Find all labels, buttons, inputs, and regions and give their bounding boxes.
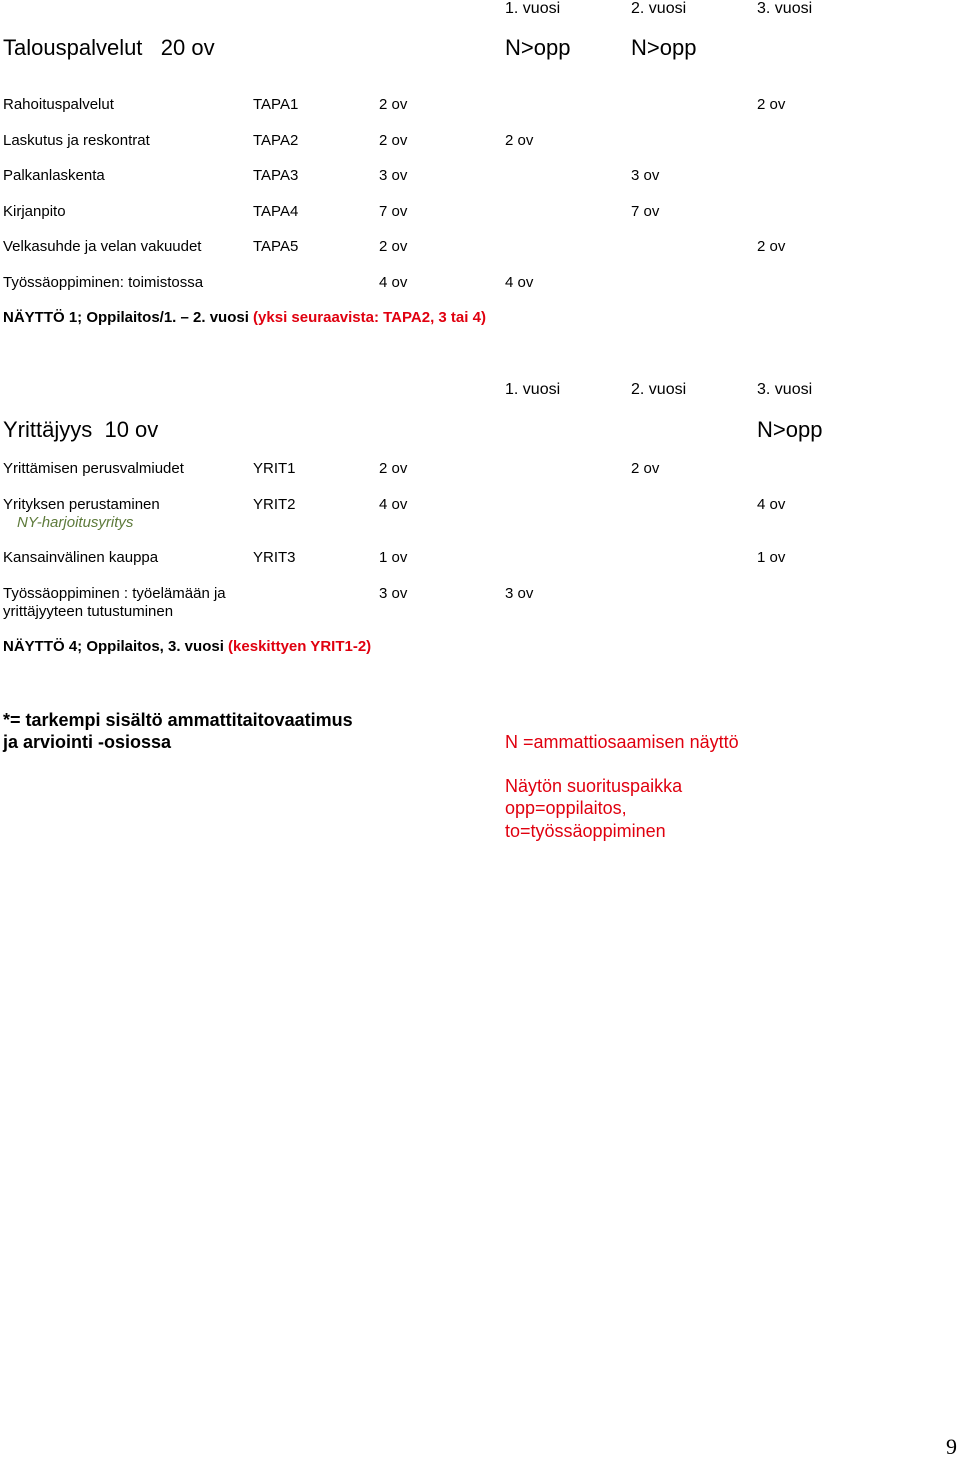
naytto-note-text: NÄYTTÖ 4; Oppilaitos, 3. vuosi [3,638,224,655]
course-code: YRIT1 [253,460,296,477]
naytto-note [3,638,371,656]
detail-note-line2: ja arviointi -osiossa [3,732,172,752]
year-header-1: 1. vuosi [505,381,561,398]
course-name: Yrittämisen perusvalmiudet [3,460,184,477]
course-total: 4 ov [379,496,408,513]
course-total: 3 ov [379,585,408,602]
year-header-2: 2. vuosi [631,381,687,398]
course-subtitle: yrittäjyyteen tutustuminen [3,603,174,620]
course-total: 2 ov [379,132,408,149]
course-code: TAPA5 [253,238,299,255]
course-total: 3 ov [379,167,408,184]
naytto-marker-year1: N>opp [505,35,571,60]
year-header-3: 3. vuosi [757,0,813,17]
legend-place-opp: opp=oppilaitos, [505,798,627,818]
course-year3: 1 ov [757,549,786,566]
course-code: YRIT2 [253,496,296,513]
naytto-note [3,309,486,327]
course-name: Työssäoppiminen: toimistossa [3,274,204,291]
legend-naytto: N =ammattiosaamisen näyttö [505,732,739,752]
course-name: Laskutus ja reskontrat [3,132,150,149]
course-year3: 2 ov [757,96,786,113]
naytto-note-detail: (keskittyen YRIT1-2) [223,638,372,655]
course-year2: 7 ov [631,203,660,220]
course-name: Rahoituspalvelut [3,96,114,113]
course-year1: 3 ov [505,585,534,602]
naytto-note-detail: (yksi seuraavista: TAPA2, 3 tai 4) [248,309,486,326]
course-year2: 3 ov [631,167,660,184]
legend-place-to: to=työssäoppiminen [505,821,666,841]
course-total: 2 ov [379,460,408,477]
course-name: Kansainvälinen kauppa [3,549,159,566]
year-header-2: 2. vuosi [631,0,687,17]
course-total: 1 ov [379,549,408,566]
legend-place-title: Näytön suorituspaikka [505,776,683,796]
course-code: TAPA4 [253,203,299,220]
course-total: 7 ov [379,203,408,220]
naytto-marker-year3: N>opp [757,417,823,442]
course-name: Kirjanpito [3,203,66,220]
course-year3: 2 ov [757,238,786,255]
section-title: Talouspalvelut 20 ov [3,35,215,60]
naytto-note-text: NÄYTTÖ 1; Oppilaitos/1. – 2. vuosi [3,309,249,326]
course-year2: 2 ov [631,460,660,477]
course-code: TAPA3 [253,167,299,184]
course-code: TAPA2 [253,132,299,149]
course-name: Yrityksen perustaminen [3,496,160,513]
course-name: Työssäoppiminen : työelämään ja [3,585,226,602]
naytto-marker-year2: N>opp [631,35,697,60]
course-year1: 4 ov [505,274,534,291]
year-header-3: 3. vuosi [757,381,813,398]
course-total: 4 ov [379,274,408,291]
course-name: Palkanlaskenta [3,167,105,184]
year-header-1: 1. vuosi [505,0,561,17]
course-code: YRIT3 [253,549,296,566]
course-name: Velkasuhde ja velan vakuudet [3,238,202,255]
section-title: Yrittäjyys 10 ov [3,417,159,442]
detail-note-line1: *= tarkempi sisältö ammattitaitovaatimus [3,710,353,730]
course-total: 2 ov [379,238,408,255]
course-year1: 2 ov [505,132,534,149]
course-year3: 4 ov [757,496,786,513]
course-total: 2 ov [379,96,408,113]
course-code: TAPA1 [253,96,299,113]
page-number: 9 [946,1434,957,1459]
course-subtitle: NY-harjoitusyritys [17,514,134,531]
